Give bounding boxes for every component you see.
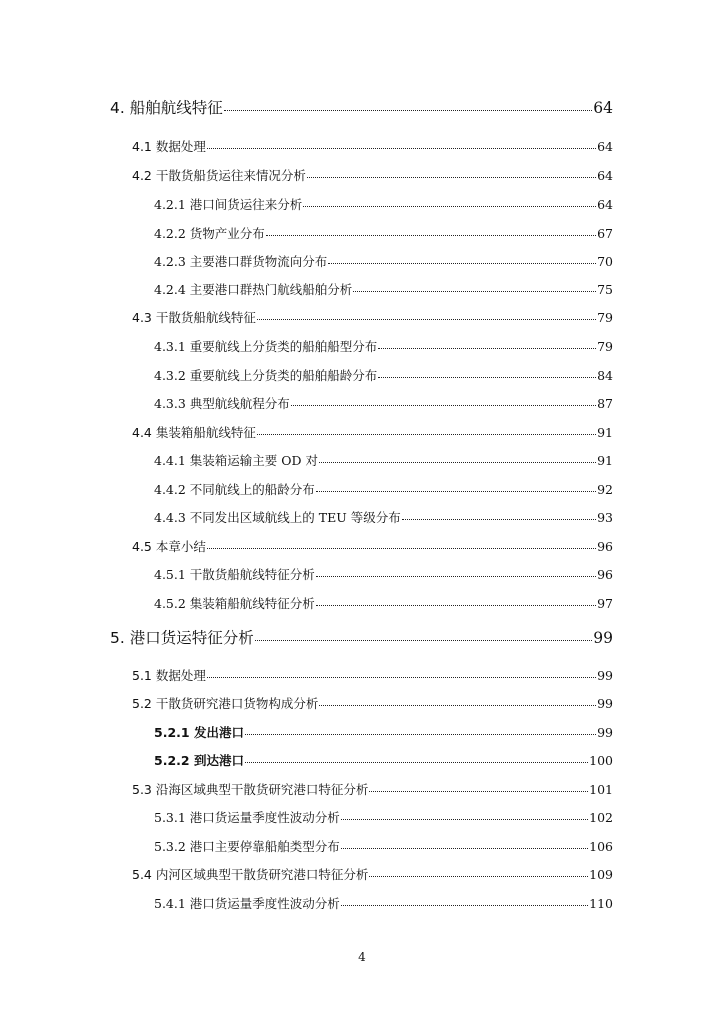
- toc-entry-label: 4.2.3 主要港口群货物流向分布: [154, 254, 328, 269]
- toc-entry[interactable]: [154, 508, 613, 526]
- toc-entry-label: 5.4.1 港口货运量季度性波动分析: [154, 896, 340, 911]
- dot-leader: [207, 139, 596, 152]
- toc-entry[interactable]: [154, 224, 613, 242]
- toc-entry-label: 4.2 干散货船货运往来情况分析: [132, 168, 306, 183]
- toc-entry-page: 64: [597, 139, 613, 154]
- dot-leader: [207, 539, 596, 552]
- toc-entry-page: 106: [589, 839, 613, 854]
- toc-entry[interactable]: [154, 751, 613, 769]
- toc-entry-page: 70: [597, 254, 613, 269]
- toc-entry-page: 109: [589, 867, 613, 882]
- toc-entry-label: 4.3.2 重要航线上分货类的船舶船龄分布: [154, 368, 378, 383]
- toc-entry-label: 4.4.2 不同航线上的船龄分布: [154, 482, 315, 497]
- toc-entry[interactable]: [132, 137, 613, 155]
- toc-entry[interactable]: [154, 594, 613, 612]
- dot-leader: [255, 628, 593, 644]
- toc-entry-page: 84: [597, 368, 613, 383]
- toc-entry-label: 4.2.2 货物产业分布: [154, 226, 265, 241]
- dot-leader: [224, 98, 593, 114]
- toc-entry-page: 99: [593, 629, 613, 647]
- dot-leader: [245, 753, 588, 766]
- toc-entry-page: 79: [597, 310, 613, 325]
- toc-entry[interactable]: [154, 894, 613, 912]
- toc-entry-label: 4.3 干散货船航线特征: [132, 310, 256, 325]
- toc-entry[interactable]: [132, 423, 613, 441]
- toc-entry-chapter-5[interactable]: [110, 626, 613, 648]
- page-number: 4: [358, 950, 366, 964]
- dot-leader: [245, 725, 596, 738]
- dot-leader: [207, 668, 596, 681]
- toc-entry-page: 102: [589, 810, 613, 825]
- toc-entry[interactable]: [154, 195, 613, 213]
- dot-leader: [328, 254, 596, 267]
- toc-entry-page: 97: [597, 596, 613, 611]
- toc-entry-label: 4. 船舶航线特征: [110, 99, 223, 117]
- toc-entry-page: 79: [597, 339, 613, 354]
- toc-entry[interactable]: [132, 166, 613, 184]
- toc-entry[interactable]: [154, 565, 613, 583]
- toc-entry-label: 4.2.4 主要港口群热门航线船舶分析: [154, 282, 353, 297]
- toc-entry[interactable]: [154, 337, 613, 355]
- toc-entry-label: 4.1 数据处理: [132, 139, 206, 154]
- toc-entry-page: 96: [597, 539, 613, 554]
- dot-leader: [341, 810, 588, 823]
- dot-leader: [341, 896, 588, 909]
- toc-entry-label: 5. 港口货运特征分析: [110, 629, 254, 647]
- toc-entry-label: 5.2.1 发出港口: [154, 725, 244, 740]
- toc-entry[interactable]: [154, 394, 613, 412]
- toc-entry-label: 5.2.2 到达港口: [154, 753, 244, 768]
- toc-entry-chapter-4[interactable]: [110, 96, 613, 118]
- toc-entry-page: 110: [589, 896, 613, 911]
- dot-leader: [369, 867, 588, 880]
- toc-entry-label: 4.3.1 重要航线上分货类的船舶船型分布: [154, 339, 378, 354]
- toc-entry-label: 4.4 集装箱船航线特征: [132, 425, 256, 440]
- toc-entry-page: 87: [597, 396, 613, 411]
- dot-leader: [341, 839, 588, 852]
- toc-entry[interactable]: [132, 865, 613, 883]
- toc-entry-label: 4.2.1 港口间货运往来分析: [154, 197, 303, 212]
- toc-entry-page: 64: [597, 168, 613, 183]
- toc-entry-label: 4.5.1 干散货船航线特征分析: [154, 567, 315, 582]
- toc-entry[interactable]: [154, 451, 613, 469]
- dot-leader: [257, 425, 596, 438]
- toc-entry-label: 4.4.3 不同发出区域航线上的 TEU 等级分布: [154, 510, 401, 525]
- toc-entry-page: 64: [597, 197, 613, 212]
- toc-entry-page: 92: [597, 482, 613, 497]
- toc-entry[interactable]: [132, 666, 613, 684]
- toc-entry[interactable]: [154, 837, 613, 855]
- dot-leader: [307, 168, 596, 181]
- dot-leader: [319, 453, 596, 466]
- toc-entry-page: 100: [589, 753, 613, 768]
- toc-entry-page: 101: [589, 782, 613, 797]
- toc-entry-label: 5.3 沿海区域典型干散货研究港口特征分析: [132, 782, 369, 797]
- dot-leader: [378, 339, 596, 352]
- dot-leader: [266, 226, 596, 239]
- toc-entry-page: 99: [597, 668, 613, 683]
- dot-leader: [402, 510, 596, 523]
- toc-entry[interactable]: [132, 694, 613, 712]
- toc-entry[interactable]: [132, 780, 613, 798]
- toc-entry[interactable]: [154, 480, 613, 498]
- toc-entry-page: 99: [597, 725, 613, 740]
- toc-entry[interactable]: [154, 723, 613, 741]
- dot-leader: [369, 782, 588, 795]
- dot-leader: [316, 482, 596, 495]
- toc-entry-label: 5.3.2 港口主要停靠船舶类型分布: [154, 839, 340, 854]
- dot-leader: [319, 696, 596, 709]
- dot-leader: [353, 282, 596, 295]
- toc-entry-label: 5.4 内河区域典型干散货研究港口特征分析: [132, 867, 369, 882]
- toc-entry-label: 4.5 本章小结: [132, 539, 206, 554]
- dot-leader: [316, 567, 596, 580]
- dot-leader: [316, 596, 596, 609]
- toc-entry-page: 64: [593, 99, 613, 117]
- toc-entry[interactable]: [154, 252, 613, 270]
- toc-entry[interactable]: [132, 308, 613, 326]
- toc-entry-page: 91: [597, 425, 613, 440]
- toc-entry-page: 93: [597, 510, 613, 525]
- toc-entry-label: 5.3.1 港口货运量季度性波动分析: [154, 810, 340, 825]
- toc-entry-page: 99: [597, 696, 613, 711]
- toc-entry[interactable]: [154, 280, 613, 298]
- toc-entry-page: 96: [597, 567, 613, 582]
- toc-entry[interactable]: [154, 366, 613, 384]
- toc-entry-label: 5.2 干散货研究港口货物构成分析: [132, 696, 319, 711]
- dot-leader: [303, 197, 596, 210]
- toc-entry[interactable]: [132, 537, 613, 555]
- toc-entry-page: 67: [597, 226, 613, 241]
- toc-entry-label: 4.5.2 集装箱船航线特征分析: [154, 596, 315, 611]
- dot-leader: [291, 396, 596, 409]
- toc-entry-page: 75: [597, 282, 613, 297]
- toc-entry[interactable]: [154, 808, 613, 826]
- dot-leader: [257, 310, 596, 323]
- toc-entry-label: 4.4.1 集装箱运输主要 OD 对: [154, 453, 318, 468]
- toc-entry-page: 91: [597, 453, 613, 468]
- dot-leader: [378, 368, 596, 381]
- toc-entry-label: 4.3.3 典型航线航程分布: [154, 396, 290, 411]
- toc-entry-label: 5.1 数据处理: [132, 668, 206, 683]
